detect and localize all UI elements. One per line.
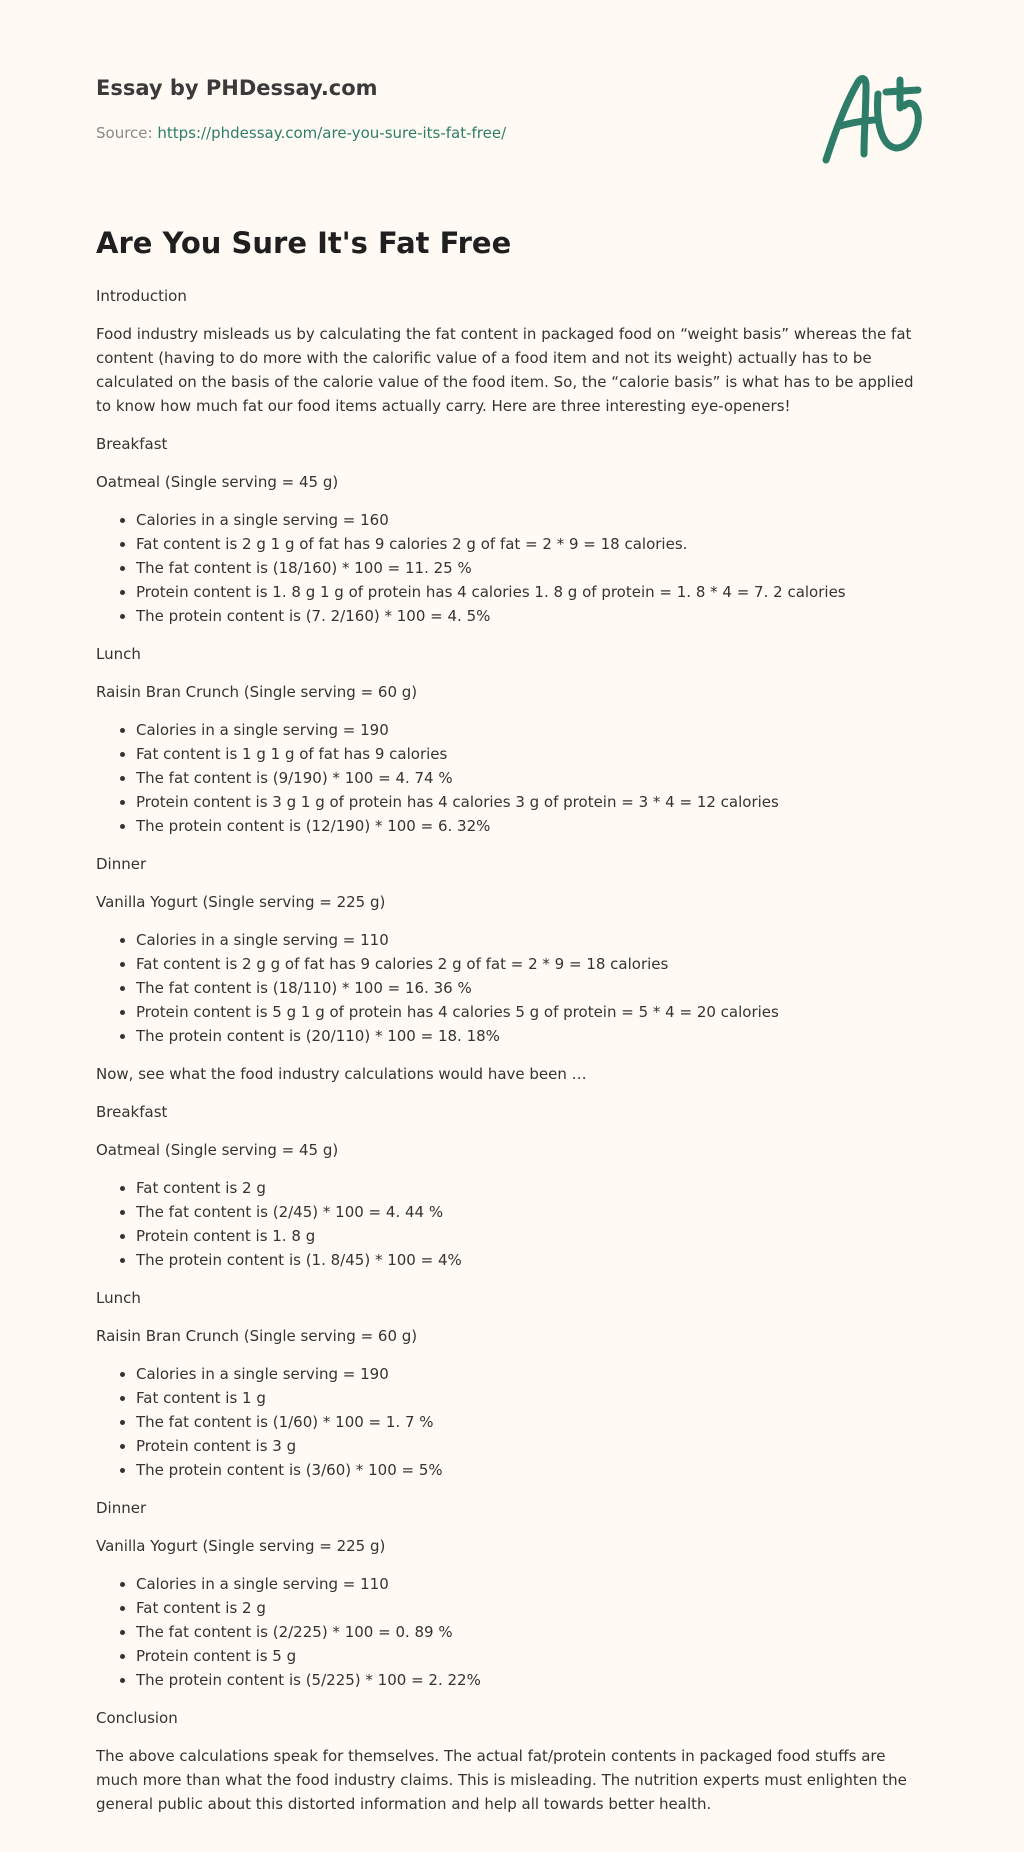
section1-dinner-heading: Dinner [96, 855, 147, 873]
section1-dinner-item: Vanilla Yogurt (Single serving = 225 g) [96, 893, 386, 911]
list-item: • The fat content is (1/60) * 100 = 1. 7 % [136, 1410, 930, 1434]
intro-paragraph: Food industry misleads us by calculating the fat content in packaged food on “weight basis” whereas the fat content (having to do more with the calorific value of a food item and not its weight) actually has to be calculated on the basis of the calorie value of the food item. So, the “calorie basis” is what has to be applied to know how much fat our food items actually carry. Here are three interesting eye-openers! [96, 325, 914, 415]
section2-lunch-item: Raisin Bran Crunch (Single serving = 60 g) [96, 1327, 418, 1345]
list-item: • Fat content is 1 g 1 g of fat has 9 calories [136, 742, 930, 766]
list-item: • Calories in a single serving = 110 [136, 1572, 930, 1596]
list-item: • The protein content is (12/190) * 100 = 6. 32% [136, 814, 930, 838]
source-link[interactable]: https://phdessay.com/are-you-sure-its-fat-free/ [157, 124, 507, 142]
list-item: • The fat content is (18/110) * 100 = 16. 36 % [136, 976, 930, 1000]
brand-title: Essay by PHDessay.com [96, 76, 378, 100]
list-item: • Protein content is 3 g 1 g of protein has 4 calories 3 g of protein = 3 * 4 = 12 calories [136, 790, 930, 814]
list-item: • Fat content is 2 g [136, 1596, 930, 1620]
list-item: • Fat content is 2 g [136, 1176, 930, 1200]
list-item: • The protein content is (20/110) * 100 = 18. 18% [136, 1024, 930, 1048]
conclusion-paragraph: The above calculations speak for themselves. The actual fat/protein contents in packaged food stuffs are much more than what the food industry claims. This is misleading. The nutrition experts must enlighten the general public about this distorted information and help all towards better health. [96, 1747, 907, 1813]
essay-body [96, 284, 930, 1830]
list-item: • Fat content is 1 g [136, 1386, 930, 1410]
list-item: • The fat content is (18/160) * 100 = 11. 25 % [136, 556, 930, 580]
list-item: • Protein content is 5 g [136, 1644, 930, 1668]
essay-title: Are You Sure It's Fat Free [96, 226, 512, 260]
list-item: • Protein content is 5 g 1 g of protein has 4 calories 5 g of protein = 5 * 4 = 20 calories [136, 1000, 930, 1024]
section2-breakfast-list [96, 1176, 930, 1272]
conclusion-heading: Conclusion [96, 1709, 178, 1727]
list-item: • Protein content is 3 g [136, 1434, 930, 1458]
list-item: • Calories in a single serving = 160 [136, 508, 930, 532]
list-item: • Calories in a single serving = 190 [136, 718, 930, 742]
list-item: • The fat content is (2/225) * 100 = 0. 89 % [136, 1620, 930, 1644]
section1-lunch-heading: Lunch [96, 645, 141, 663]
list-item: • Protein content is 1. 8 g 1 g of protein has 4 calories 1. 8 g of protein = 1. 8 * 4 = 7. 2 calories [136, 580, 930, 604]
section1-breakfast-list [96, 508, 930, 628]
section1-lunch-item: Raisin Bran Crunch (Single serving = 60 g) [96, 683, 418, 701]
list-item: • The protein content is (1. 8/45) * 100 = 4% [136, 1248, 930, 1272]
section2-lunch-list [96, 1362, 930, 1482]
list-item: • Fat content is 2 g g of fat has 9 calories 2 g of fat = 2 * 9 = 18 calories [136, 952, 930, 976]
section1-breakfast-item: Oatmeal (Single serving = 45 g) [96, 473, 339, 491]
list-item: • The protein content is (7. 2/160) * 100 = 4. 5% [136, 604, 930, 628]
list-item: • Fat content is 2 g 1 g of fat has 9 calories 2 g of fat = 2 * 9 = 18 calories. [136, 532, 930, 556]
intro-heading: Introduction [96, 287, 187, 305]
a-plus-logo-icon [818, 68, 928, 168]
section2-breakfast-item: Oatmeal (Single serving = 45 g) [96, 1141, 339, 1159]
section1-dinner-list [96, 928, 930, 1048]
list-item: • Calories in a single serving = 190 [136, 1362, 930, 1386]
page-header [96, 0, 928, 200]
source-line [96, 124, 506, 142]
source-label: Source: [96, 124, 158, 142]
transition-paragraph: Now, see what the food industry calculations would have been … [96, 1065, 587, 1083]
list-item: • The protein content is (5/225) * 100 = 2. 22% [136, 1668, 930, 1692]
section2-dinner-list [96, 1572, 930, 1692]
list-item: • The protein content is (3/60) * 100 = 5% [136, 1458, 930, 1482]
section2-lunch-heading: Lunch [96, 1289, 141, 1307]
section2-breakfast-heading: Breakfast [96, 1103, 168, 1121]
list-item: • Calories in a single serving = 110 [136, 928, 930, 952]
list-item: • The fat content is (2/45) * 100 = 4. 44 % [136, 1200, 930, 1224]
list-item: • Protein content is 1. 8 g [136, 1224, 930, 1248]
section1-breakfast-heading: Breakfast [96, 435, 168, 453]
list-item: • The fat content is (9/190) * 100 = 4. 74 % [136, 766, 930, 790]
section1-lunch-list [96, 718, 930, 838]
section2-dinner-item: Vanilla Yogurt (Single serving = 225 g) [96, 1537, 386, 1555]
section2-dinner-heading: Dinner [96, 1499, 147, 1517]
